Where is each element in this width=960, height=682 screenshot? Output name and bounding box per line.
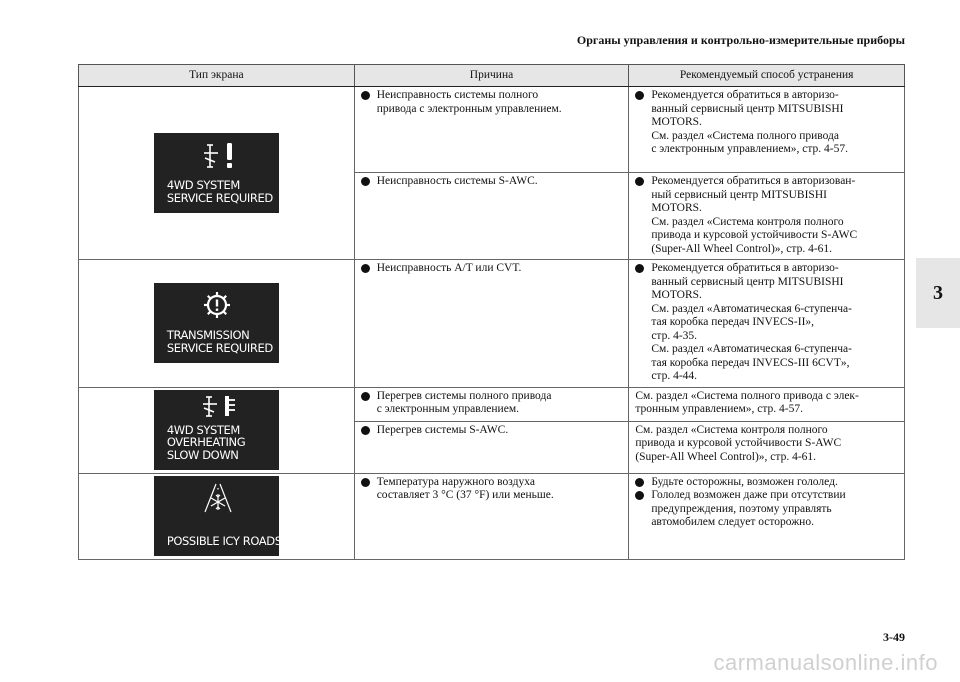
transmission-gear-icon xyxy=(202,290,232,320)
remedy-line: с электронным управлением», стр. 4-57. xyxy=(651,143,848,155)
cause-cell xyxy=(354,260,629,388)
display-4wd-service xyxy=(154,133,279,213)
cause-line: Перегрев системы S-AWC. xyxy=(376,423,509,436)
remedy-line: (Super-All Wheel Control)», стр. 4-61. xyxy=(635,450,817,463)
remedy-line: Будьте осторожны, возможен гололед. xyxy=(651,475,838,488)
remedy-line: См. раздел «Автоматическая 6-ступенча- xyxy=(651,343,852,355)
table-row xyxy=(79,87,905,173)
display-text-line: SERVICE REQUIRED xyxy=(166,340,273,355)
bullet-icon xyxy=(635,177,644,186)
remedy-line: ный сервисный центр MITSUBISHI xyxy=(651,188,827,201)
cause-line: привода с электронным управлением. xyxy=(376,102,562,115)
cause-line: составляет 3 °C (37 °F) или меньше. xyxy=(376,489,554,501)
icy-road-icon xyxy=(202,482,234,516)
remedy-line: стр. 4-35. xyxy=(651,329,698,342)
running-header: Органы управления и контрольно-измерительные приборы xyxy=(576,33,905,47)
display-text-line: SERVICE REQUIRED xyxy=(166,190,273,205)
remedy-cell xyxy=(629,173,905,260)
bullet-icon xyxy=(635,491,644,500)
remedy-line: MOTORS. xyxy=(651,289,702,301)
remedy-line: Рекомендуется обратиться в авторизован- xyxy=(651,175,856,187)
remedy-line: предупреждения, поэтому управлять xyxy=(651,502,832,515)
remedy-line: Рекомендуется обратиться в авторизо- xyxy=(651,262,839,274)
bullet-icon xyxy=(361,91,370,100)
cause-cell xyxy=(354,87,629,173)
bullet-icon xyxy=(635,478,644,487)
display-text-line: POSSIBLE ICY ROADS xyxy=(166,533,282,548)
display-icy-roads xyxy=(154,476,282,556)
remedy-cell xyxy=(629,87,905,173)
remedy-line: ванный сервисный центр MITSUBISHI xyxy=(651,102,844,115)
remedy-line: тая коробка передач INVECS-II», xyxy=(651,316,815,328)
bullet-icon xyxy=(635,264,644,273)
remedy-line: автомобилем следует осторожно. xyxy=(651,516,814,528)
cause-line: Неисправность системы S-AWC. xyxy=(376,175,538,187)
remedy-line: MOTORS. xyxy=(651,116,702,128)
display-text-line: 4WD SYSTEM xyxy=(166,178,240,192)
header-display-type: Тип экрана xyxy=(79,65,355,87)
warning-display-table xyxy=(78,64,905,560)
watermark: carmanualsonline.info xyxy=(713,650,938,675)
table-header-row xyxy=(79,65,905,87)
cause-line: Неисправность A/T или CVT. xyxy=(376,262,522,274)
remedy-line: привода и курсовой устойчивости S-AWC xyxy=(651,229,858,241)
bullet-icon xyxy=(361,392,370,401)
remedy-cell xyxy=(629,387,905,421)
remedy-line: См. раздел «Система контроля полного xyxy=(635,423,828,436)
bullet-icon xyxy=(635,91,644,100)
display-cell xyxy=(79,260,355,388)
remedy-line: См. раздел «Автоматическая 6-ступенча- xyxy=(651,302,852,315)
bullet-icon xyxy=(361,478,370,487)
remedy-cell xyxy=(629,473,905,559)
header-remedy: Рекомендуемый способ устранения xyxy=(629,65,905,87)
remedy-line: (Super-All Wheel Control)», стр. 4-61. xyxy=(651,242,833,255)
remedy-line: Гололед возможен даже при отсутствии xyxy=(651,489,846,501)
chapter-tab: 3 xyxy=(916,258,960,328)
remedy-line: привода и курсовой устойчивости S-AWC xyxy=(635,437,842,449)
bullet-icon xyxy=(361,177,370,186)
display-cell xyxy=(79,387,355,473)
table-row xyxy=(79,260,905,388)
display-text-line: 4WD SYSTEM xyxy=(166,422,240,437)
page-number: 3-49 xyxy=(883,630,905,644)
display-transmission-service xyxy=(154,283,279,363)
bullet-icon xyxy=(361,426,370,435)
display-cell xyxy=(79,473,355,559)
remedy-line: MOTORS. xyxy=(651,202,702,214)
remedy-line: См. раздел «Система полного привода xyxy=(651,129,840,142)
cause-cell xyxy=(354,387,629,421)
table-row xyxy=(79,387,905,421)
remedy-line: тая коробка передач INVECS-III 6CVT», xyxy=(651,356,850,369)
cause-line: Температура наружного воздуха xyxy=(376,475,535,488)
display-text-line: TRANSMISSION xyxy=(166,328,250,343)
remedy-line: стр. 4-44. xyxy=(651,370,698,382)
cause-cell xyxy=(354,421,629,473)
cause-line: Перегрев системы полного привода xyxy=(376,389,552,402)
cause-line: Неисправность системы полного xyxy=(376,89,539,101)
display-text-line: SLOW DOWN xyxy=(166,447,239,462)
table-row xyxy=(79,473,905,559)
cause-line: с электронным управлением. xyxy=(376,403,519,415)
display-text-line: OVERHEATING xyxy=(166,435,246,449)
header-cause: Причина xyxy=(354,65,629,87)
4wd-fault-icon xyxy=(201,141,241,171)
remedy-line: Рекомендуется обратиться в авторизо- xyxy=(651,89,839,101)
cause-cell xyxy=(354,473,629,559)
4wd-overheat-icon xyxy=(200,394,240,420)
remedy-line: См. раздел «Система полного привода с элек- xyxy=(635,389,859,402)
remedy-line: См. раздел «Система контроля полного xyxy=(651,215,844,228)
display-cell xyxy=(79,87,355,260)
remedy-cell xyxy=(629,421,905,473)
remedy-line: тронным управлением», стр. 4-57. xyxy=(635,403,803,415)
remedy-cell xyxy=(629,260,905,388)
remedy-line: ванный сервисный центр MITSUBISHI xyxy=(651,275,844,288)
display-4wd-overheating xyxy=(154,390,279,470)
cause-cell xyxy=(354,173,629,260)
bullet-icon xyxy=(361,264,370,273)
